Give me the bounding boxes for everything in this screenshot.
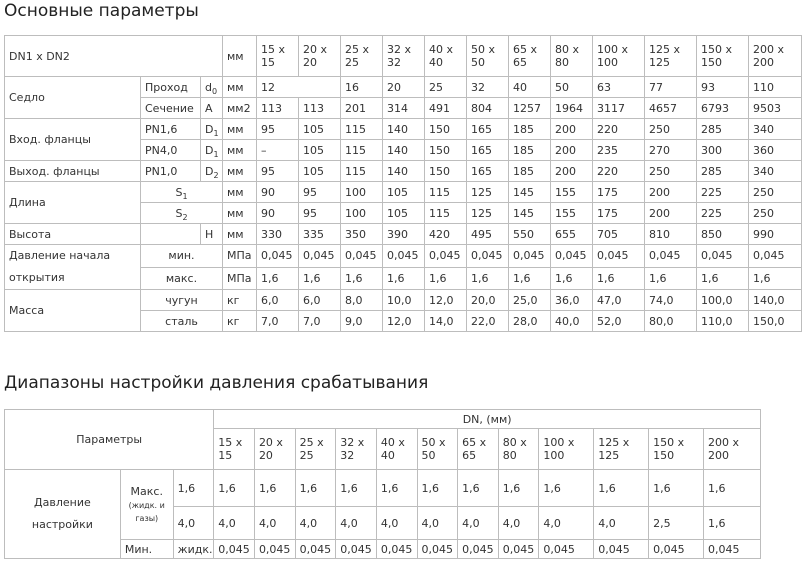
value-cell: 40 xyxy=(509,77,551,98)
value-cell: 0,045 xyxy=(467,245,509,268)
group-label-cell: Высота xyxy=(5,224,141,245)
value-cell: 1,6 xyxy=(257,267,299,290)
value-cell: 150 xyxy=(425,161,467,182)
value-cell: 95 xyxy=(257,161,299,182)
table-row xyxy=(5,161,802,182)
value-cell: 14,0 xyxy=(425,311,467,332)
group-label-cell: Давление начала открытия xyxy=(5,245,141,290)
unit-cell: МПа xyxy=(223,267,257,290)
value-cell: 185 xyxy=(509,161,551,182)
value-cell: 1,6 xyxy=(295,470,336,507)
value-cell: 3117 xyxy=(593,98,645,119)
value-cell: 1,6 xyxy=(341,267,383,290)
subscript: 1 xyxy=(182,191,188,201)
value-cell: 9503 xyxy=(749,98,802,119)
value-cell: 0,045 xyxy=(425,245,467,268)
sub-label-cell: PN1,0 xyxy=(141,161,201,182)
sub-label-cell: Сечение xyxy=(141,98,201,119)
value-cell: 145 xyxy=(509,182,551,203)
value-cell: 40,0 xyxy=(551,311,593,332)
dn-label-cell: DN1 x DN2 xyxy=(5,36,223,77)
value-cell: 4,0 xyxy=(594,507,649,540)
value-cell: 2,5 xyxy=(649,507,704,540)
main-params-title: Основные параметры xyxy=(4,1,199,21)
value-cell: 165 xyxy=(467,119,509,140)
value-cell: 390 xyxy=(383,224,425,245)
value-cell: 350 xyxy=(341,224,383,245)
value-cell: 1,6 xyxy=(551,267,593,290)
value-cell: 0,045 xyxy=(645,245,697,268)
value-cell: 200 xyxy=(551,161,593,182)
symbol-cell: H xyxy=(201,224,223,245)
group-label-cell: Выход. фланцы xyxy=(5,161,141,182)
value-cell: 7,0 xyxy=(257,311,299,332)
value-cell: 1964 xyxy=(551,98,593,119)
value-cell: 95 xyxy=(299,182,341,203)
value-cell: 200 xyxy=(645,182,697,203)
value-cell: 4,0 xyxy=(295,507,336,540)
value-cell: 1,6 xyxy=(509,267,551,290)
sub-label-cell: макс. xyxy=(141,267,223,290)
value-cell: 8,0 xyxy=(341,290,383,311)
value-cell: 1,6 xyxy=(697,267,749,290)
value-cell: 155 xyxy=(551,182,593,203)
value-cell: 0,045 xyxy=(509,245,551,268)
unit-cell: мм xyxy=(223,203,257,224)
unit-cell: кг xyxy=(223,311,257,332)
sub-label-cell: мин. xyxy=(141,245,223,268)
subscript: 2 xyxy=(213,170,219,180)
value-cell: 0,045 xyxy=(383,245,425,268)
value-cell: 0,045 xyxy=(417,540,458,559)
value-cell: 6,0 xyxy=(257,290,299,311)
value-cell: 185 xyxy=(509,140,551,161)
value-cell: 1257 xyxy=(509,98,551,119)
value-cell: 175 xyxy=(593,203,645,224)
value-cell: 250 xyxy=(645,119,697,140)
value-cell: 93 xyxy=(697,77,749,98)
subscript: 2 xyxy=(182,212,188,222)
value-cell: 105 xyxy=(299,161,341,182)
unit-cell: мм2 xyxy=(223,98,257,119)
size-header-cell: 15 x 15 xyxy=(257,36,299,77)
value-cell: 28,0 xyxy=(509,311,551,332)
value-cell: 1,6 xyxy=(704,470,761,507)
pressure-ranges-table xyxy=(4,409,761,559)
value-cell: 90 xyxy=(257,203,299,224)
value-cell: 165 xyxy=(467,161,509,182)
value-cell: 0,045 xyxy=(649,540,704,559)
size-header-cell: 150 x 150 xyxy=(697,36,749,77)
unit-cell: МПа xyxy=(223,245,257,268)
size-header-cell: 65 x 65 xyxy=(509,36,551,77)
size-header-cell: 200 x 200 xyxy=(749,36,802,77)
table-row xyxy=(5,77,802,98)
value-cell: 32 xyxy=(467,77,509,98)
value-cell: 340 xyxy=(749,119,802,140)
value-cell: 115 xyxy=(341,161,383,182)
value-cell: 220 xyxy=(593,119,645,140)
value-cell: 495 xyxy=(467,224,509,245)
value-cell: 4,0 xyxy=(539,507,594,540)
value-cell: 0,045 xyxy=(749,245,802,268)
value-cell: 185 xyxy=(509,119,551,140)
value-cell: 360 xyxy=(749,140,802,161)
table-row xyxy=(5,245,802,268)
value-cell: 1,6 xyxy=(704,507,761,540)
size-header-cell: 100 x 100 xyxy=(539,429,594,470)
subscript: 1 xyxy=(213,128,219,138)
key-cell: 1,6 xyxy=(173,470,214,507)
value-cell: 804 xyxy=(467,98,509,119)
value-cell: 63 xyxy=(593,77,645,98)
value-cell: 140,0 xyxy=(749,290,802,311)
group-label-cell: Вход. фланцы xyxy=(5,119,141,161)
table-row xyxy=(5,224,802,245)
value-cell: 140 xyxy=(383,161,425,182)
group-label-cell: Масса xyxy=(5,290,141,332)
value-cell: 25 xyxy=(425,77,467,98)
value-cell: 1,6 xyxy=(376,470,417,507)
value-cell: 140 xyxy=(383,119,425,140)
value-cell: 100 xyxy=(341,203,383,224)
unit-cell: мм xyxy=(223,182,257,203)
size-header-cell: 20 x 20 xyxy=(254,429,295,470)
value-cell: 810 xyxy=(645,224,697,245)
size-header-cell: 40 x 40 xyxy=(376,429,417,470)
value-cell: 1,6 xyxy=(498,470,539,507)
unit-cell: мм xyxy=(223,140,257,161)
value-cell: 300 xyxy=(697,140,749,161)
value-cell: 225 xyxy=(697,182,749,203)
value-cell: 90 xyxy=(257,182,299,203)
value-cell: 150,0 xyxy=(749,311,802,332)
value-cell: 1,6 xyxy=(749,267,802,290)
subscript: 0 xyxy=(211,86,218,96)
value-cell: 47,0 xyxy=(593,290,645,311)
value-cell: 105 xyxy=(299,119,341,140)
value-cell: 1,6 xyxy=(336,470,377,507)
value-cell: 200 xyxy=(551,140,593,161)
group-label-cell: Седло xyxy=(5,77,141,119)
symbol-cell: $d_0$ xyxy=(201,77,223,98)
max-note: (жидк. и газы) xyxy=(128,501,165,523)
value-cell: 20 xyxy=(383,77,425,98)
value-cell: 250 xyxy=(749,182,802,203)
value-cell: 201 xyxy=(341,98,383,119)
value-cell: 110,0 xyxy=(697,311,749,332)
value-cell: 36,0 xyxy=(551,290,593,311)
value-cell: 125 xyxy=(467,182,509,203)
value-cell: 420 xyxy=(425,224,467,245)
value-cell: 330 xyxy=(257,224,299,245)
value-cell: 74,0 xyxy=(645,290,697,311)
value-cell: 250 xyxy=(645,161,697,182)
size-header-cell: 40 x 40 xyxy=(425,36,467,77)
sub-label-cell: сталь xyxy=(141,311,223,332)
value-cell: 1,6 xyxy=(425,267,467,290)
value-cell: 550 xyxy=(509,224,551,245)
value-cell: 25,0 xyxy=(509,290,551,311)
value-cell: 150 xyxy=(425,140,467,161)
value-cell: 155 xyxy=(551,203,593,224)
unit-cell: мм xyxy=(223,77,257,98)
value-cell: 20,0 xyxy=(467,290,509,311)
value-cell: 140 xyxy=(383,140,425,161)
value-cell: 0,045 xyxy=(336,540,377,559)
dn-label-cell: DN, (мм) xyxy=(214,410,761,429)
value-cell: 110 xyxy=(749,77,802,98)
size-header-cell: 100 x 100 xyxy=(593,36,645,77)
value-cell: 1,6 xyxy=(649,470,704,507)
value-cell: 0,045 xyxy=(295,540,336,559)
value-cell: 12 xyxy=(257,77,341,98)
value-cell: 0,045 xyxy=(257,245,299,268)
value-cell: 850 xyxy=(697,224,749,245)
value-cell: 0,045 xyxy=(697,245,749,268)
unit-cell: мм xyxy=(223,119,257,140)
value-cell: 50 xyxy=(551,77,593,98)
value-cell: 1,6 xyxy=(593,267,645,290)
value-cell: 1,6 xyxy=(417,470,458,507)
value-cell: 52,0 xyxy=(593,311,645,332)
max-label-cell: Макс. (жидк. и газы) xyxy=(120,470,173,540)
sub-label-cell: $S_1$ xyxy=(141,182,223,203)
value-cell: 340 xyxy=(749,161,802,182)
unit-cell: мм xyxy=(223,161,257,182)
size-header-cell: 200 x 200 xyxy=(704,429,761,470)
value-cell: 125 xyxy=(467,203,509,224)
value-cell: 270 xyxy=(645,140,697,161)
value-cell: 0,045 xyxy=(539,540,594,559)
header-row xyxy=(5,36,802,77)
value-cell: 10,0 xyxy=(383,290,425,311)
value-cell: 6,0 xyxy=(299,290,341,311)
value-cell: 95 xyxy=(299,203,341,224)
value-cell: 235 xyxy=(593,140,645,161)
value-cell: 200 xyxy=(551,119,593,140)
value-cell: 105 xyxy=(299,140,341,161)
size-header-cell: 25 x 25 xyxy=(295,429,336,470)
value-cell: 100 xyxy=(341,182,383,203)
value-cell: 4,0 xyxy=(336,507,377,540)
value-cell: 100,0 xyxy=(697,290,749,311)
value-cell: 0,045 xyxy=(254,540,295,559)
value-cell: 0,045 xyxy=(214,540,255,559)
value-cell: 0,045 xyxy=(299,245,341,268)
value-cell: 1,6 xyxy=(214,470,255,507)
value-cell: 1,6 xyxy=(458,470,499,507)
unit-cell: мм xyxy=(223,224,257,245)
min-label-cell: Мин. xyxy=(120,540,173,559)
value-cell: 80,0 xyxy=(645,311,697,332)
value-cell: 1,6 xyxy=(539,470,594,507)
value-cell: 0,045 xyxy=(704,540,761,559)
value-cell: 990 xyxy=(749,224,802,245)
value-cell: 0,045 xyxy=(458,540,499,559)
size-header-cell: 80 x 80 xyxy=(551,36,593,77)
value-cell: 0,045 xyxy=(341,245,383,268)
value-cell: 113 xyxy=(299,98,341,119)
value-cell: 0,045 xyxy=(376,540,417,559)
value-cell: 4,0 xyxy=(458,507,499,540)
value-cell: 1,6 xyxy=(467,267,509,290)
size-header-cell: 32 x 32 xyxy=(383,36,425,77)
value-cell: – xyxy=(257,140,299,161)
size-header-cell: 32 x 32 xyxy=(336,429,377,470)
size-header-cell: 65 x 65 xyxy=(458,429,499,470)
key-cell: 4,0 xyxy=(173,507,214,540)
size-header-cell: 125 x 125 xyxy=(594,429,649,470)
value-cell: 1,6 xyxy=(645,267,697,290)
value-cell: 7,0 xyxy=(299,311,341,332)
value-cell: 225 xyxy=(697,203,749,224)
group-label-cell: Давление настройки xyxy=(5,470,121,559)
group-label-cell: Длина xyxy=(5,182,141,224)
value-cell: 1,6 xyxy=(383,267,425,290)
value-cell: 9,0 xyxy=(341,311,383,332)
sub-label-cell: Проход xyxy=(141,77,201,98)
size-header-cell: 125 x 125 xyxy=(645,36,697,77)
min-key-cell: жидк. xyxy=(173,540,214,559)
value-cell: 4,0 xyxy=(376,507,417,540)
value-cell: 175 xyxy=(593,182,645,203)
size-header-cell: 50 x 50 xyxy=(417,429,458,470)
params-label-cell: Параметры xyxy=(5,410,214,470)
pressure-ranges-title: Диапазоны настройки давления срабатывания xyxy=(4,373,429,393)
sub-label-cell xyxy=(141,224,201,245)
size-header-cell: 25 x 25 xyxy=(341,36,383,77)
symbol-cell: A xyxy=(201,98,223,119)
value-cell: 115 xyxy=(341,140,383,161)
value-cell: 1,6 xyxy=(254,470,295,507)
value-cell: 4,0 xyxy=(417,507,458,540)
symbol-cell: $D_1$ xyxy=(201,140,223,161)
table-row xyxy=(5,290,802,311)
value-cell: 113 xyxy=(257,98,299,119)
sub-label-cell: $S_2$ xyxy=(141,203,223,224)
sub-label-cell: чугун xyxy=(141,290,223,311)
value-cell: 105 xyxy=(383,182,425,203)
subscript: 1 xyxy=(213,149,219,159)
value-cell: 705 xyxy=(593,224,645,245)
sub-label-cell: PN4,0 xyxy=(141,140,201,161)
value-cell: 6793 xyxy=(697,98,749,119)
value-cell: 1,6 xyxy=(299,267,341,290)
value-cell: 22,0 xyxy=(467,311,509,332)
value-cell: 115 xyxy=(425,182,467,203)
value-cell: 200 xyxy=(645,203,697,224)
size-header-cell: 15 x 15 xyxy=(214,429,255,470)
sub-label-cell: PN1,6 xyxy=(141,119,201,140)
value-cell: 285 xyxy=(697,119,749,140)
size-header-cell: 20 x 20 xyxy=(299,36,341,77)
value-cell: 250 xyxy=(749,203,802,224)
main-params-table xyxy=(4,35,802,332)
value-cell: 1,6 xyxy=(594,470,649,507)
value-cell: 95 xyxy=(257,119,299,140)
value-cell: 4,0 xyxy=(254,507,295,540)
symbol-cell: $D_2$ xyxy=(201,161,223,182)
header-row-dn xyxy=(5,410,761,429)
value-cell: 4,0 xyxy=(214,507,255,540)
value-cell: 77 xyxy=(645,77,697,98)
value-cell: 4657 xyxy=(645,98,697,119)
size-header-cell: 150 x 150 xyxy=(649,429,704,470)
table-row xyxy=(5,182,802,203)
size-header-cell: 50 x 50 xyxy=(467,36,509,77)
value-cell: 165 xyxy=(467,140,509,161)
value-cell: 0,045 xyxy=(551,245,593,268)
pressure-row-max-1 xyxy=(5,470,761,507)
value-cell: 0,045 xyxy=(498,540,539,559)
value-cell: 0,045 xyxy=(593,245,645,268)
value-cell: 285 xyxy=(697,161,749,182)
unit-cell: мм xyxy=(223,36,257,77)
value-cell: 655 xyxy=(551,224,593,245)
size-header-cell: 80 x 80 xyxy=(498,429,539,470)
value-cell: 491 xyxy=(425,98,467,119)
value-cell: 150 xyxy=(425,119,467,140)
table-row xyxy=(5,119,802,140)
value-cell: 335 xyxy=(299,224,341,245)
value-cell: 115 xyxy=(425,203,467,224)
symbol-cell: $D_1$ xyxy=(201,119,223,140)
value-cell: 105 xyxy=(383,203,425,224)
unit-cell: кг xyxy=(223,290,257,311)
value-cell: 220 xyxy=(593,161,645,182)
value-cell: 12,0 xyxy=(383,311,425,332)
value-cell: 314 xyxy=(383,98,425,119)
value-cell: 0,045 xyxy=(594,540,649,559)
value-cell: 16 xyxy=(341,77,383,98)
value-cell: 115 xyxy=(341,119,383,140)
value-cell: 12,0 xyxy=(425,290,467,311)
value-cell: 145 xyxy=(509,203,551,224)
value-cell: 4,0 xyxy=(498,507,539,540)
